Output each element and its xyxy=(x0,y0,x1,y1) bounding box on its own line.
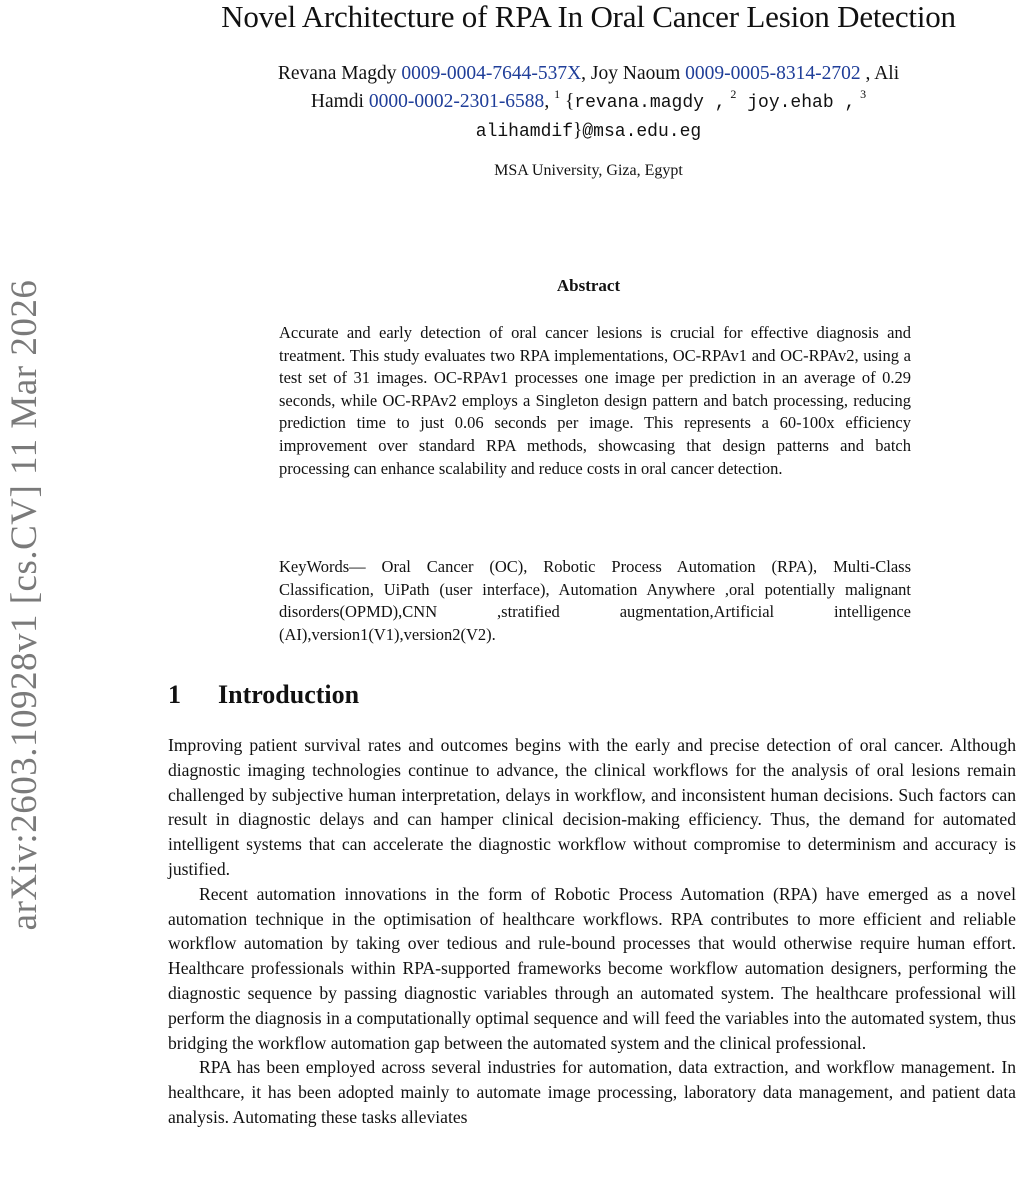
footnote-marker: 3 xyxy=(860,87,867,101)
email-domain: @msa.edu.eg xyxy=(582,122,702,142)
paper-title: Novel Architecture of RPA In Oral Cancer Lesion Detection xyxy=(221,0,956,34)
email-brace: } xyxy=(573,120,583,141)
author-separator: , Ali xyxy=(860,63,900,84)
keywords: KeyWords— Oral Cancer (OC), Robotic Process Automation (RPA), Multi-Class Classification, UiPath (user interface), Automation Anywhere ,oral potentially malignant disorders(OPMD),CNN ,stratified augmentation,Artificial intelligence (AI),version1(V1),version2(V2). xyxy=(279,557,911,644)
affiliation: MSA University, Giza, Egypt xyxy=(494,162,683,179)
author-separator: , xyxy=(544,91,555,112)
author-line-2 xyxy=(160,88,1017,117)
abstract-body: Accurate and early detection of oral cancer lesions is crucial for effective diagnosis and treatment. This study evaluates two RPA implementations, OC-RPAv1 and OC-RPAv2, using a test set of 31 images. OC-RPAv1 processes one image per prediction in an average of 0.29 seconds, while OC-RPAv2 employs a Singleton design pattern and batch processing, reducing prediction time to just 0.06 seconds per image. This represents a 60-100x efficiency improvement over standard RPA methods, showcasing that design patterns and batch processing can enhance scalability and reduce costs in oral cancer detection. xyxy=(279,323,911,478)
orcid-link[interactable]: 0009-0004-7644-537X xyxy=(401,63,582,84)
author-name: Hamdi xyxy=(310,91,369,112)
author-line-3 xyxy=(160,117,1017,146)
orcid-link[interactable]: 0000-0002-2301-6588 xyxy=(368,91,545,112)
author-separator: , Joy Naoum xyxy=(581,63,686,84)
author-block xyxy=(160,60,1017,146)
email-brace: { xyxy=(560,91,575,112)
author-name: Revana Magdy xyxy=(277,63,402,84)
paragraph: RPA has been employed across several industries for automation, data extraction, and workflow management. In healthcare, it has been adopted mainly to automate image processing, laboratory data management, and patient data analysis. Automating these tasks alleviates xyxy=(168,1057,1016,1127)
section-number: 1 xyxy=(168,680,181,709)
email-user: alihamdif xyxy=(475,122,573,142)
section-title: Introduction xyxy=(218,680,360,709)
footnote-marker: 1 xyxy=(554,87,561,101)
email-user: revana.magdy , xyxy=(574,93,726,113)
author-line-1 xyxy=(160,60,1017,88)
section-body xyxy=(168,733,1016,1130)
paragraph: Improving patient survival rates and outcomes begins with the early and precise detection of oral cancer. Although diagnostic imaging technologies continue to advance, the clinical workflows for the analysis of oral lesions remain challenged by subjective human interpretation, delays in workflow, and inconsistent human decisions. Such factors can result in diagnostic delays and can hamper clinical decision-making efficiency. Thus, the demand for automated intelligent systems that can accelerate the diagnostic workflow without compromise to determinism and accuracy is justified. xyxy=(168,735,1016,879)
footnote-marker: 2 xyxy=(730,87,737,101)
email-user: joy.ehab , xyxy=(736,93,856,113)
section-heading xyxy=(168,680,359,710)
orcid-link[interactable]: 0009-0005-8314-2702 xyxy=(685,63,861,84)
abstract-heading: Abstract xyxy=(556,276,621,295)
arxiv-identifier-stamp: arXiv:2603.10928v1 [cs.CV] 11 Mar 2026 xyxy=(4,279,45,931)
paragraph: Recent automation innovations in the form of Robotic Process Automation (RPA) have emerged as a novel automation technique in the optimisation of healthcare workflows. RPA contributes to more efficient and reliable workflow automation by taking over tedious and rule-bound processes that would otherwise require human effort. Healthcare professionals within RPA-supported frameworks become workflow automation designers, performing the diagnostic sequence by passing diagnostic variables through an automated system. The healthcare professional will perform the diagnosis in a computationally optimal sequence and will feed the variables into the automated system, thus bridging the workflow automation gap between the automated system and the clinical professional. xyxy=(168,883,1016,1053)
